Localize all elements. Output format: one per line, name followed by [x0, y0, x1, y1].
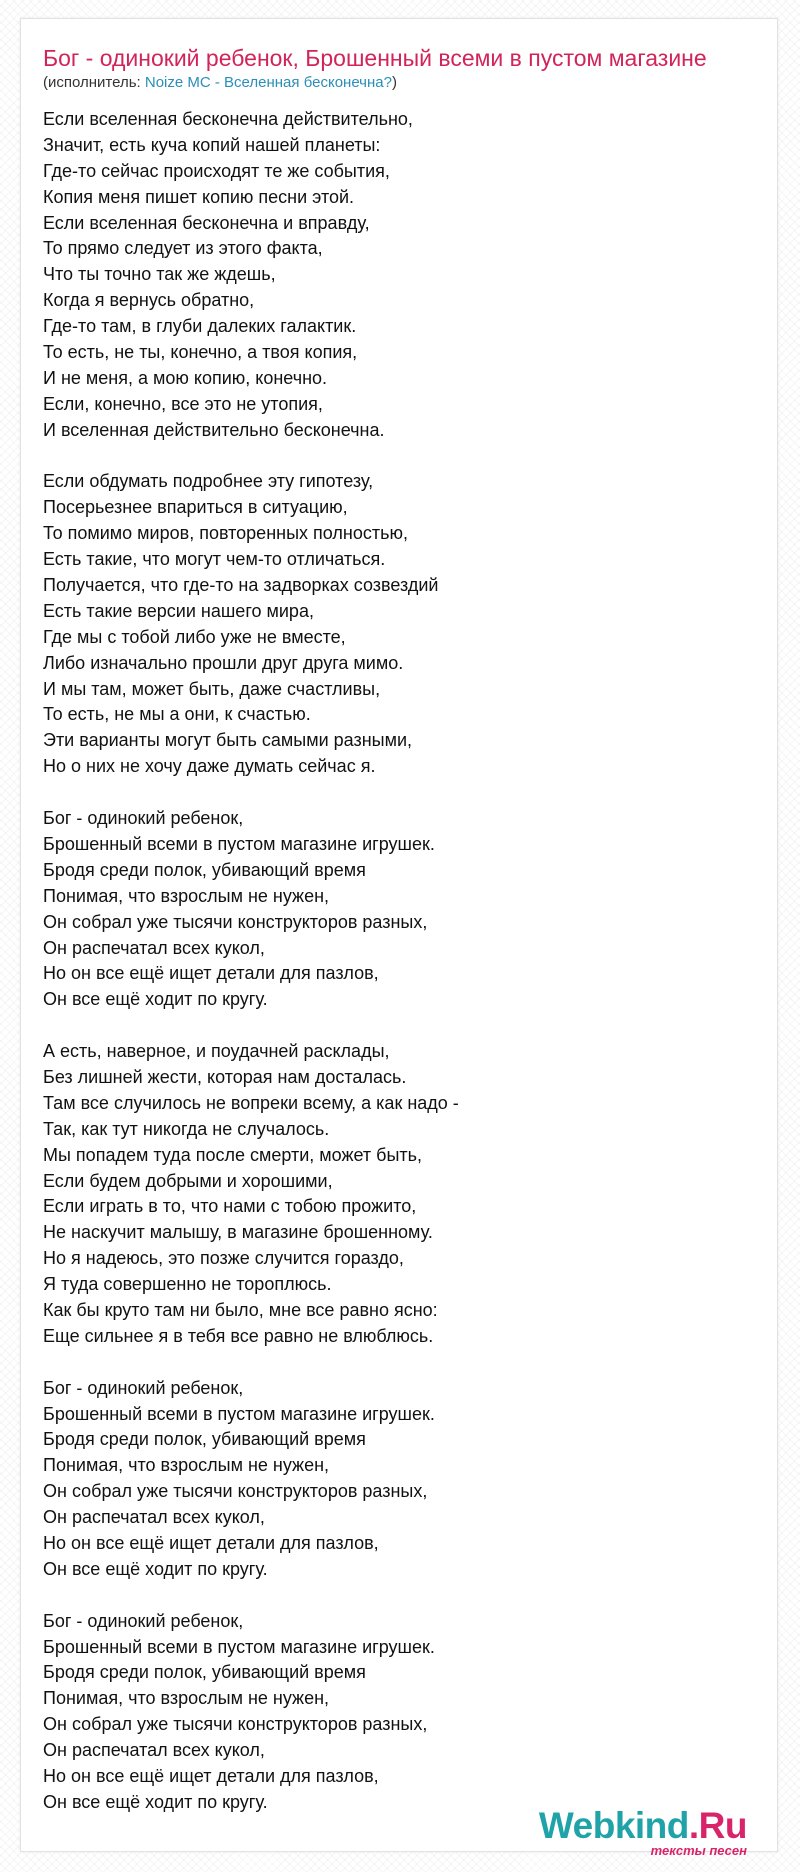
lyric-line: Бродя среди полок, убивающий время [43, 1429, 366, 1450]
lyric-line: Есть такие версии нашего мира, [43, 600, 314, 621]
lyric-line: Он все ещё ходит по кругу. [43, 989, 268, 1010]
lyric-line: Либо изначально прошли друг друга мимо. [43, 652, 404, 673]
lyric-line: Понимая, что взрослым не нужен, [43, 885, 330, 906]
lyric-line: Он собрал уже тысячи конструкторов разных, [43, 1714, 428, 1735]
lyric-line: Бог - одинокий ребенок, [43, 1610, 244, 1631]
lyric-line: То есть, не ты, конечно, а твоя копия, [43, 342, 358, 363]
lyric-line: То прямо следует из этого факта, [43, 238, 323, 259]
lyric-line: Брошенный всеми в пустом магазине игрушек. [43, 1403, 435, 1424]
lyric-line: Посерьезнее впариться в ситуацию, [43, 497, 348, 518]
lyric-line: Где мы с тобой либо уже не вместе, [43, 626, 346, 647]
lyric-line: Он собрал уже тысячи конструкторов разных, [43, 911, 428, 932]
lyric-line: Мы попадем туда после смерти, может быть, [43, 1144, 423, 1165]
lyric-line: Где-то там, в глуби далеких галактик. [43, 316, 357, 337]
lyric-line: Копия меня пишет копию песни этой. [43, 186, 355, 207]
lyric-line: Если играть в то, что нами с тобою прожито, [43, 1196, 417, 1217]
lyrics-body [43, 107, 763, 1816]
logo-suffix-text: .Ru [688, 1805, 747, 1846]
lyric-line: Брошенный всеми в пустом магазине игрушек. [43, 833, 435, 854]
lyric-line: Бог - одинокий ребенок, [43, 808, 244, 829]
lyric-line: Если будем добрыми и хорошими, [43, 1170, 333, 1191]
lyric-line: Есть такие, что могут чем-то отличаться. [43, 549, 386, 570]
lyric-line: Если обдумать подробнее эту гипотезу, [43, 471, 374, 492]
lyric-line: Если вселенная бесконечна и вправду, [43, 212, 370, 233]
lyric-line: Но он все ещё ищет детали для пазлов, [43, 963, 379, 984]
artist-prefix: (исполнитель: [43, 74, 145, 91]
lyric-line: И не меня, а мою копию, конечно. [43, 367, 328, 388]
artist-suffix: ) [391, 74, 397, 91]
lyric-line: То есть, не мы а они, к счастью. [43, 704, 311, 725]
lyric-line: Но о них не хочу даже думать сейчас я. [43, 756, 376, 777]
stanza-break [43, 1583, 763, 1609]
lyric-line: Он распечатал всех кукол, [43, 1507, 265, 1528]
lyric-line: Он распечатал всех кукол, [43, 937, 265, 958]
stanza-break [43, 780, 763, 806]
lyric-line: Но я надеюсь, это позже случится гораздо, [43, 1248, 404, 1269]
artist-line [43, 73, 397, 93]
lyric-line: То помимо миров, повторенных полностью, [43, 523, 408, 544]
song-title: Бог - одинокий ребенок, Брошенный всеми в пустом магазине [43, 45, 707, 71]
lyric-line: А есть, наверное, и поудачней расклады, [43, 1041, 390, 1062]
webkind-logo[interactable] [539, 1806, 747, 1858]
lyric-line: Но он все ещё ищет детали для пазлов, [43, 1766, 379, 1786]
lyric-line: Понимая, что взрослым не нужен, [43, 1688, 330, 1709]
lyric-line: Понимая, что взрослым не нужен, [43, 1455, 330, 1476]
lyric-line: Там все случилось не вопреки всему, а как надо - [43, 1092, 459, 1113]
lyrics-card [20, 18, 778, 1858]
lyric-line: Когда я вернусь обратно, [43, 290, 255, 311]
lyric-line: Но он все ещё ищет детали для пазлов, [43, 1532, 379, 1553]
lyric-line: Получается, что где-то на задворках созвездий [43, 575, 439, 596]
lyric-line: Значит, есть куча копий нашей планеты: [43, 134, 381, 155]
lyric-line: Он все ещё ходит по кругу. [43, 1558, 268, 1579]
lyric-line: Еще сильнее я в тебя все равно не влюблюсь. [43, 1325, 434, 1346]
lyric-line: И мы там, может быть, даже счастливы, [43, 678, 381, 699]
lyric-line: Бог - одинокий ребенок, [43, 1377, 244, 1398]
lyric-line: Если, конечно, все это не утопия, [43, 393, 323, 414]
lyric-line: Как бы круто там ни было, мне все равно ясно: [43, 1299, 438, 1320]
logo-tagline: тексты песен [650, 1843, 747, 1858]
artist-link[interactable]: Noize MC - Вселенная бесконечна? [144, 74, 392, 91]
lyric-line: Эти варианты могут быть самыми разными, [43, 730, 413, 751]
lyric-line: Он распечатал всех кукол, [43, 1740, 265, 1761]
lyric-line: Бродя среди полок, убивающий время [43, 859, 366, 880]
lyric-line: Где-то сейчас происходят те же события, [43, 160, 390, 181]
lyric-line: И вселенная действительно бесконечна. [43, 419, 385, 440]
stanza-break [43, 444, 763, 470]
lyric-line: Если вселенная бесконечна действительно, [43, 109, 413, 129]
lyric-line: Не наскучит малышу, в магазине брошенному. [43, 1222, 433, 1243]
lyric-line: Я туда совершенно не тороплюсь. [43, 1274, 332, 1295]
lyric-line: Без лишней жести, которая нам досталась. [43, 1066, 407, 1087]
lyric-line: Так, как тут никогда не случалось. [43, 1118, 330, 1139]
lyric-line: Он собрал уже тысячи конструкторов разных, [43, 1481, 428, 1502]
lyric-line: Бродя среди полок, убивающий время [43, 1662, 366, 1683]
logo-main-text: Webkind [538, 1805, 689, 1846]
stanza-break [43, 1013, 763, 1039]
logo-wordmark [539, 1806, 747, 1846]
lyric-line: Что ты точно так же ждешь, [43, 264, 276, 285]
lyric-line: Брошенный всеми в пустом магазине игрушек. [43, 1636, 435, 1657]
lyric-line: Он все ещё ходит по кругу. [43, 1791, 268, 1812]
stanza-break [43, 1350, 763, 1376]
